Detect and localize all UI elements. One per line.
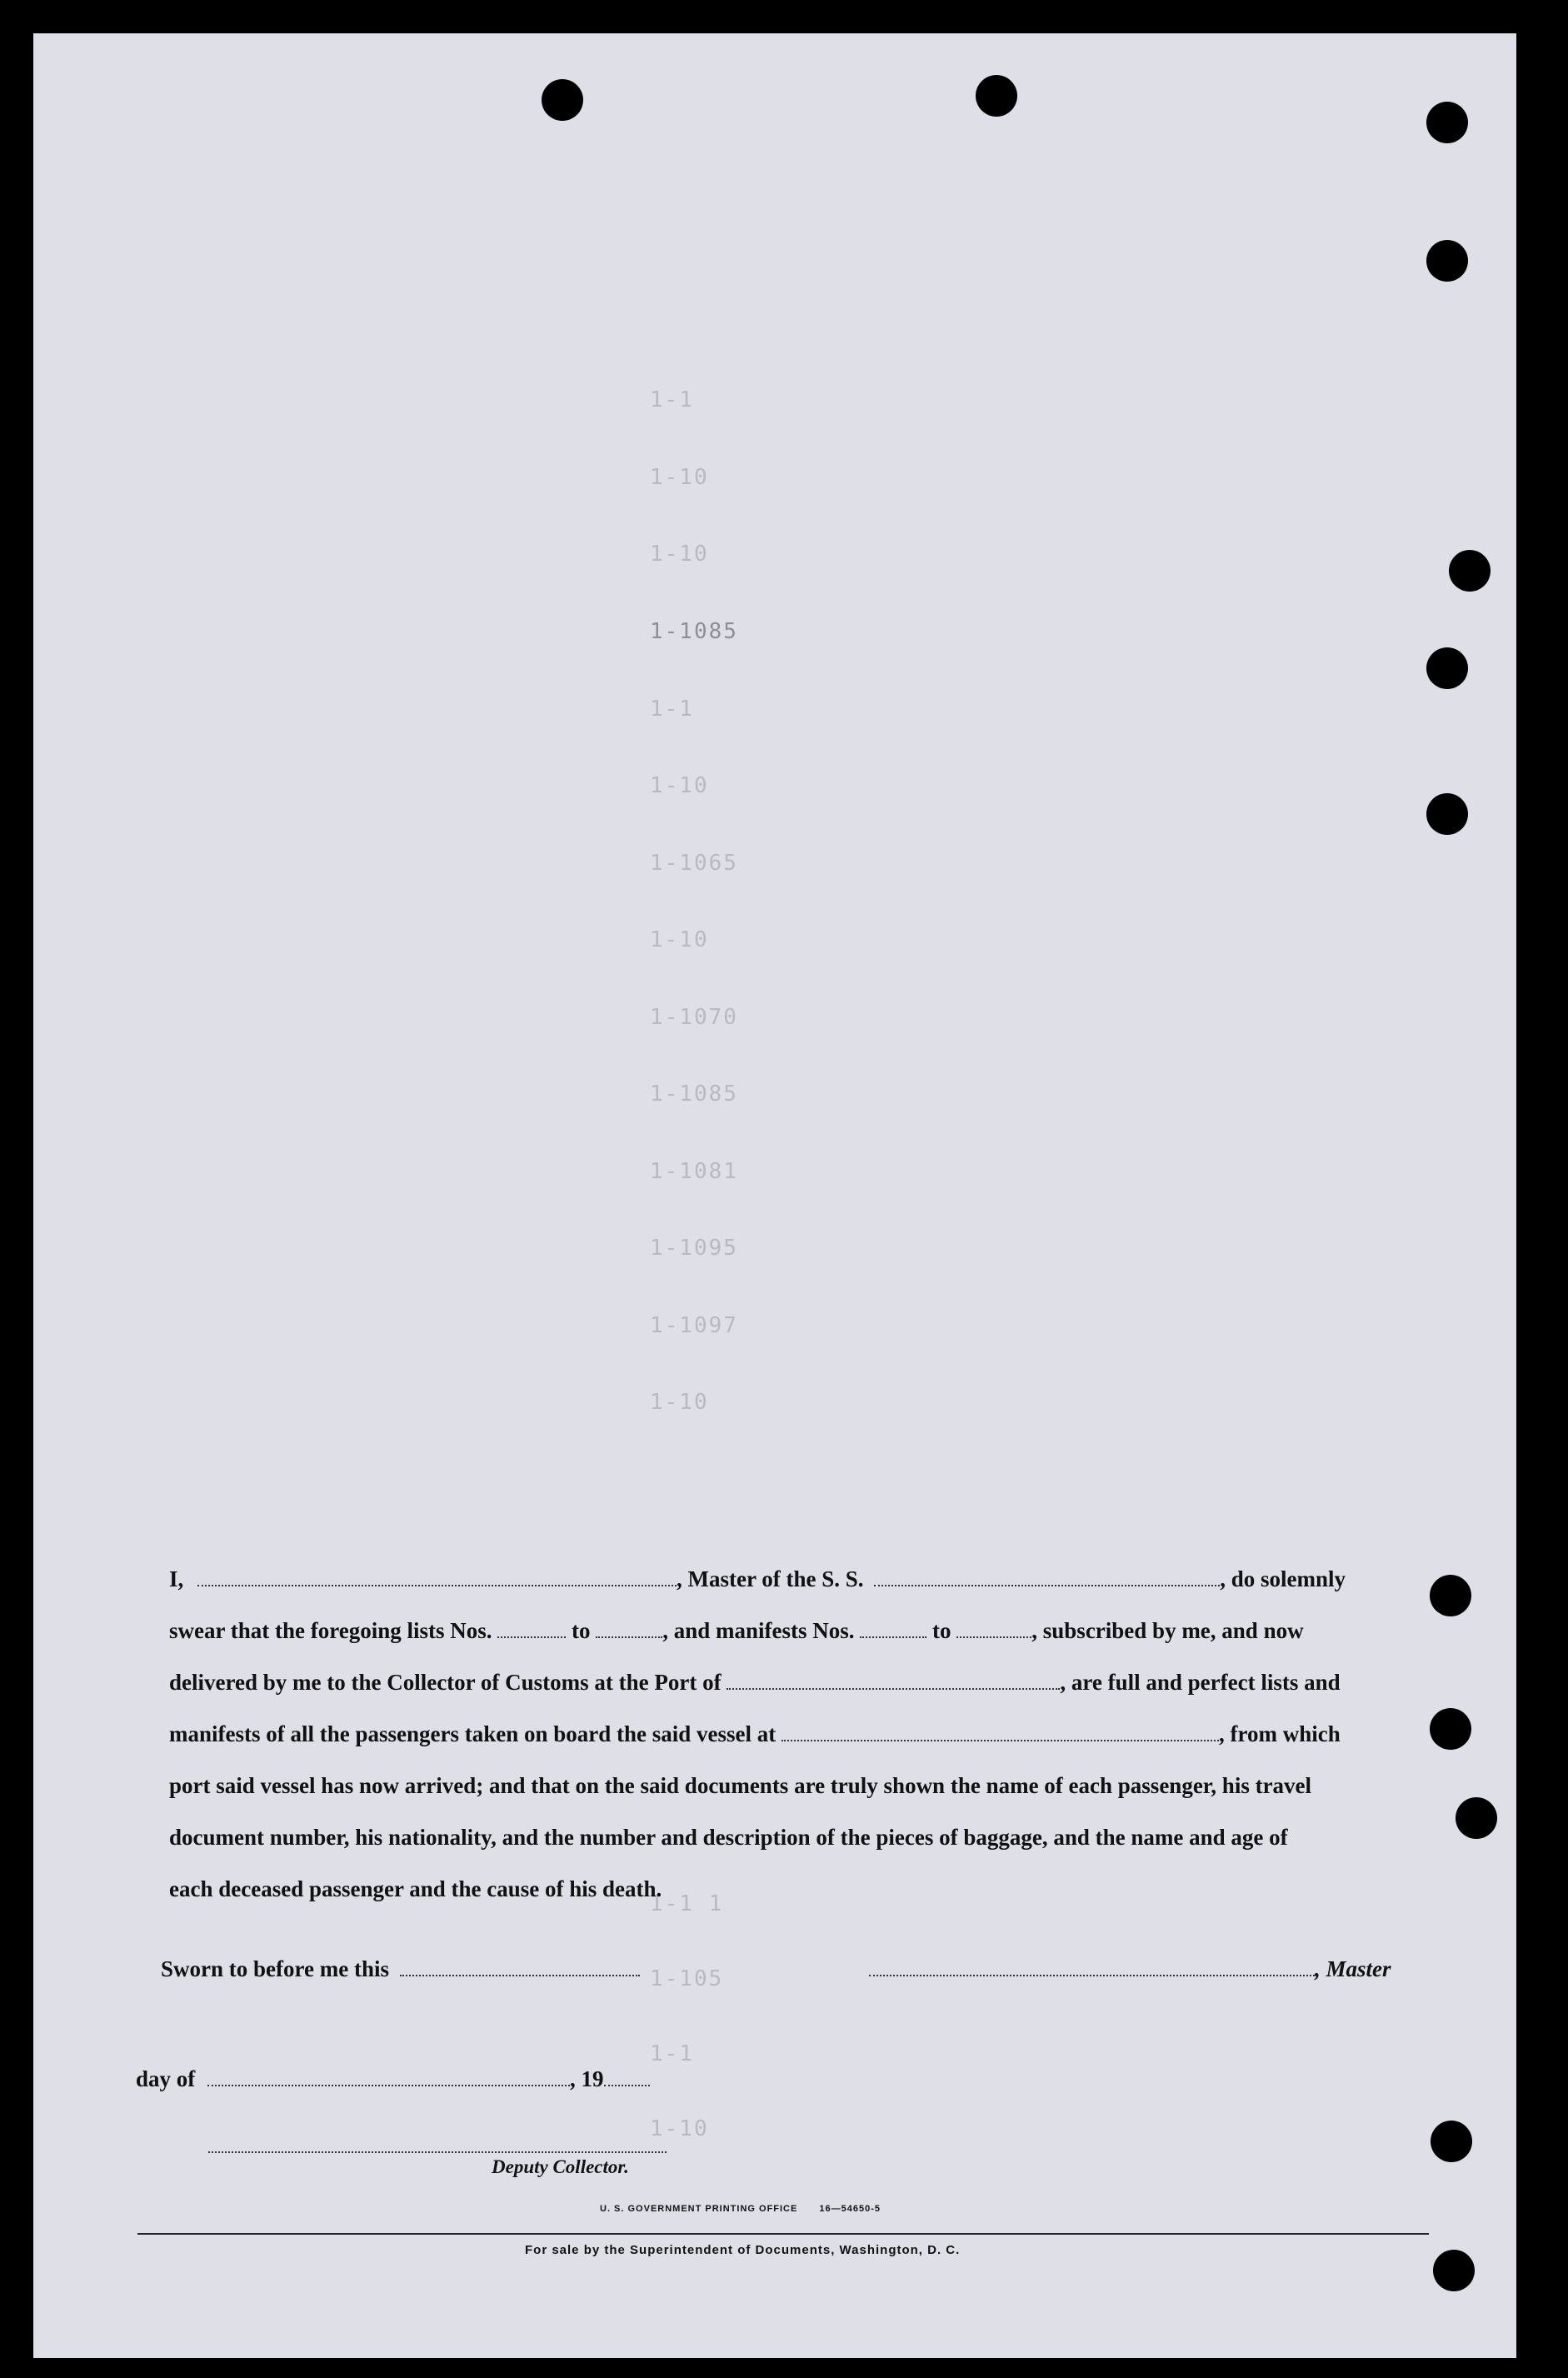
name-field[interactable] <box>197 1568 677 1586</box>
oath-line-4: manifests of all the passengers taken on board the said vessel at , from which <box>169 1721 1341 1746</box>
oath-line-7: each deceased passenger and the cause of his death. <box>169 1876 662 1901</box>
punch-hole <box>1449 550 1491 592</box>
form-sheet <box>33 33 1516 2358</box>
bleed-through-mark: 1-1 <box>650 697 694 722</box>
bleed-through-mark: 1-1065 <box>650 851 738 876</box>
punch-hole <box>1426 793 1468 835</box>
bleed-through-mark: 1-1097 <box>650 1313 738 1338</box>
day-field[interactable] <box>207 2068 570 2086</box>
bleed-through-mark: 1-10 <box>650 1390 709 1415</box>
bleed-through-mark: 1-10 <box>650 927 709 952</box>
bleed-through-mark: 1-1 1 <box>650 1891 724 1916</box>
oath-line-5: port said vessel has now arrived; and that on the said documents are truly shown the name of each passenger, his travel <box>169 1773 1312 1798</box>
sworn-before-label: Sworn to before me this <box>161 1956 640 1982</box>
vessel-field[interactable] <box>874 1568 1220 1586</box>
oath-line-3: delivered by me to the Collector of Customs at the Port of , are full and perfect lists and <box>169 1670 1341 1695</box>
manifest-from-field[interactable] <box>860 1620 926 1638</box>
bleed-through-mark: 1-1070 <box>650 1005 738 1030</box>
punch-hole <box>1426 240 1468 282</box>
sale-notice: For sale by the Superintendent of Documents, Washington, D. C. <box>525 2243 961 2257</box>
deputy-collector-label: Deputy Collector. <box>492 2156 629 2177</box>
gpo-imprint: U. S. GOVERNMENT PRINTING OFFICE 16—54650-5 <box>600 2204 881 2214</box>
punch-hole <box>1431 2121 1472 2162</box>
punch-hole <box>1456 1797 1497 1839</box>
bleed-through-mark: 1-105 <box>650 1966 724 1991</box>
bleed-through-mark: 1-10 <box>650 773 709 798</box>
punch-hole <box>542 79 583 121</box>
punch-hole <box>1433 2250 1475 2291</box>
bleed-through-mark: 1-1085 <box>650 619 738 644</box>
list-from-field[interactable] <box>497 1620 566 1638</box>
oath-line-1: I, , Master of the S. S. , do solemnly <box>169 1566 1346 1591</box>
day-of-label: day of , 19 <box>136 2066 650 2092</box>
punch-hole <box>1426 102 1468 143</box>
port-field[interactable] <box>727 1671 1060 1690</box>
bleed-through-mark: 1-1085 <box>650 1082 738 1107</box>
bleed-through-mark: 1-10 <box>650 542 709 567</box>
bleed-through-mark: 1-1081 <box>650 1159 738 1184</box>
punch-hole <box>1426 647 1468 689</box>
list-to-field[interactable] <box>596 1620 662 1638</box>
footer-rule <box>137 2233 1429 2235</box>
oath-line-2: swear that the foregoing lists Nos. to , and manifests Nos. to , subscribed by me, and now <box>169 1618 1304 1643</box>
oath-line-6: document number, his nationality, and the number and description of the pieces of baggage, and the name and age of <box>169 1825 1288 1850</box>
deputy-signature-line[interactable] <box>208 2143 667 2153</box>
bleed-through-mark: 1-1 <box>650 387 694 412</box>
sworn-date-field[interactable] <box>400 1958 640 1976</box>
punch-hole <box>1430 1575 1471 1616</box>
punch-hole <box>1430 1708 1471 1750</box>
departure-port-field[interactable] <box>782 1723 1219 1741</box>
bleed-through-mark: 1-10 <box>650 465 709 490</box>
manifest-to-field[interactable] <box>956 1620 1031 1638</box>
punch-hole <box>976 75 1017 117</box>
year-field[interactable] <box>604 2068 650 2086</box>
bleed-through-mark: 1-1095 <box>650 1236 738 1261</box>
bleed-through-mark: 1-1 <box>650 2041 694 2066</box>
master-signature-field[interactable] <box>869 1958 1315 1976</box>
bleed-through-mark: 1-10 <box>650 2116 709 2141</box>
master-signature: , Master <box>869 1956 1391 1982</box>
